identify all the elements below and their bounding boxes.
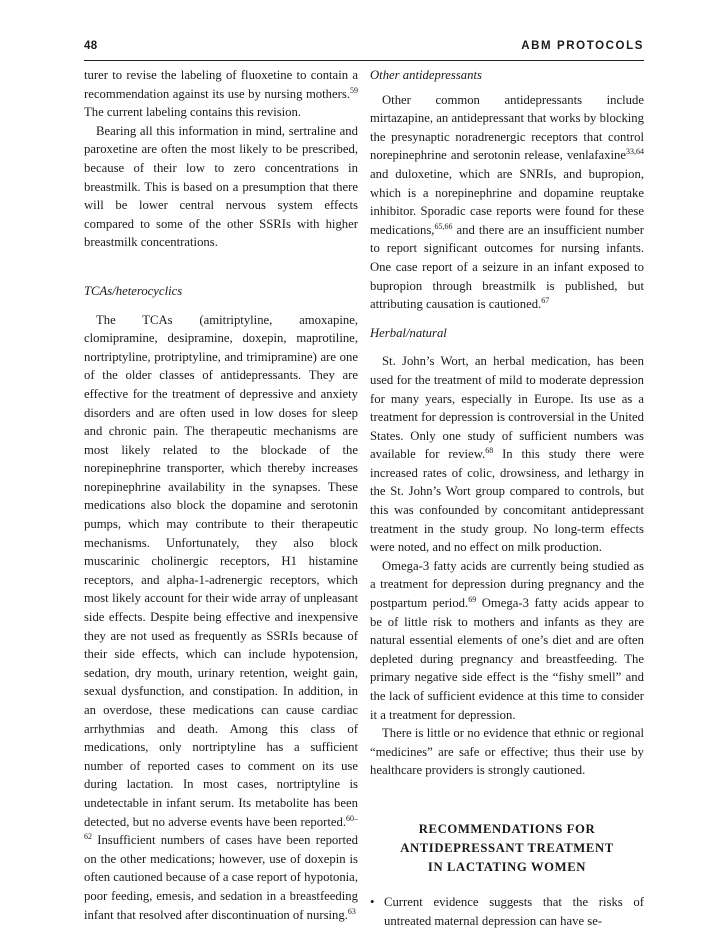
paragraph-other-antidepressants (370, 91, 644, 314)
paragraph-tcas (84, 311, 358, 925)
running-head: ABM PROTOCOLS (521, 40, 644, 52)
heading-line: ANTIDEPRESSANT TREATMENT (400, 840, 614, 855)
citation: 59 (350, 85, 358, 95)
left-column (84, 66, 358, 924)
section-heading-tcas: TCAs/heterocyclics (84, 283, 183, 298)
text: Current evidence suggests that the risks of untreated maternal depression can have se- (384, 894, 644, 928)
text: Other common antidepressants include mirtazapine, an antidepressant that works by blocking the presynaptic noradrenergic receptors that control norepinephrine and serotonin release, venlafaxine (370, 92, 644, 163)
citation: 63 (347, 906, 356, 916)
text: and there are an insufficient number to report significant outcomes for nursing infants. One case report of a seizure in an infant exposed to bupropion through breastmilk is published, but attributing causation is cautioned. (370, 222, 644, 312)
page-number: 48 (84, 40, 98, 52)
text: turer to revise the labeling of fluoxetine to contain a recommendation against its use by nursing mothers. (84, 68, 358, 101)
section-heading-herbal: Herbal/natural (370, 325, 447, 340)
text: Omega-3 fatty acids appear to be of little risk to mothers and infants as they are natural essential elements of one’s diet and are often depleted during pregnancy and breastfeeding. The primary negative side effect is the “fishy smell” and the lack of sufficient evidence at this time to consider it a treatment for depression. (370, 596, 644, 722)
text: St. John’s Wort, an herbal medication, has been used for the treatment of mild to moderate depression for many years, especially in Europe. Its use as a treatment for depression is controversial in the United States. Only one study of sufficient numbers was available for review. (370, 354, 644, 462)
citation: 67 (541, 296, 550, 306)
paragraph-st-johns-wort (370, 352, 644, 557)
citation: 68 (485, 446, 494, 456)
citation: 69 (468, 595, 477, 605)
paragraph-sertraline: Bearing all this information in mind, sertraline and paroxetine are often the most likely to be prescribed, because of their low to zero concentrations in breastmilk. This is based on a presumption that there will be lower central nervous system effects compared to some of the other SSRIs with higher breastmilk concentrations. (84, 123, 358, 250)
citation: 65,66 (434, 221, 453, 231)
list-item (370, 893, 644, 930)
paragraph-fluoxetine (84, 66, 358, 122)
paragraph-ethnic-medicines: There is little or no evidence that ethnic or regional “medicines” are safe or effective; thus their use by healthcare providers is strongly cautioned. (370, 726, 644, 778)
text: The TCAs (amitriptyline, amoxapine, clomipramine, desipramine, doxepin, maprotiline, nortriptyline, protriptyline, and trimipramine) are one of the older classes of antidepressants. They are effective for the treatment of depressive and anxiety disorders and are often used in low doses for sleep and chronic pain. The therapeutic mechanisms are most likely related to the blockade of the norepinephrine transporter, which thereby increases norepinephrine availability in the synapses. These medications also block the dopamine and serotonin pumps, which may contribute to their therapeutic mechanisms. Unfortunately, they also block muscarinic cholinergic receptors, H1 histamine receptors, and alpha-1-adrenergic receptors, which most likely account for their wide array of unpleasant side effects. Despite being effective and inexpensive they are not used as frequently as SSRIs because of their side effects, which can include hypotension, sedation, dry mouth, urinary retention, weight gain, sexual dysfunction, and constipation. In addition, in an overdose, these medications can cause cardiac arrhythmias and death. Among this class of medications, only nortriptyline has a sufficient number of reported cases to comment on its use during lactation. In most cases, nortriptyline is undetectable in infant serum. Its metabolite has been detected, but no adverse events have been reported. (84, 312, 358, 829)
recommendations-heading (370, 820, 644, 877)
heading-line: IN LACTATING WOMEN (427, 859, 587, 874)
paragraph-omega-3 (370, 557, 644, 724)
citation: 60–62 (84, 813, 358, 842)
section-heading-other: Other antidepressants (370, 68, 482, 82)
text: Insufficient numbers of cases have been reported on the other medications; however, use of doxepin is often cautioned because of a case report of hypotonia, poor feeding, emesis, and sedation in a breastfeeding infant that resolved after discontinuation of nursing. (84, 833, 358, 922)
text: Omega-3 fatty acids are currently being studied as a treatment for depression during pregnancy and the postpartum period. (370, 558, 644, 611)
heading-line: RECOMMENDATIONS FOR (418, 821, 596, 836)
text: The current labeling contains this revision. (84, 105, 302, 120)
text: In this study there were increased rates of colic, drowsiness, and lethargy in the St. John’s Wort group compared to controls, but this was confounded by concomitant antidepressant treatment in the study group. No long-term effects were noted, and no effect on milk production. (370, 447, 644, 555)
right-column (370, 66, 644, 930)
text: and duloxetine, which are SNRIs, and bupropion, which is a norepinephrine and dopamine reuptake inhibitor. Sporadic case reports were found for these medications, (370, 166, 644, 237)
citation: 33,64 (626, 147, 644, 157)
bullet-icon: • (370, 894, 375, 909)
page-header (84, 40, 644, 61)
